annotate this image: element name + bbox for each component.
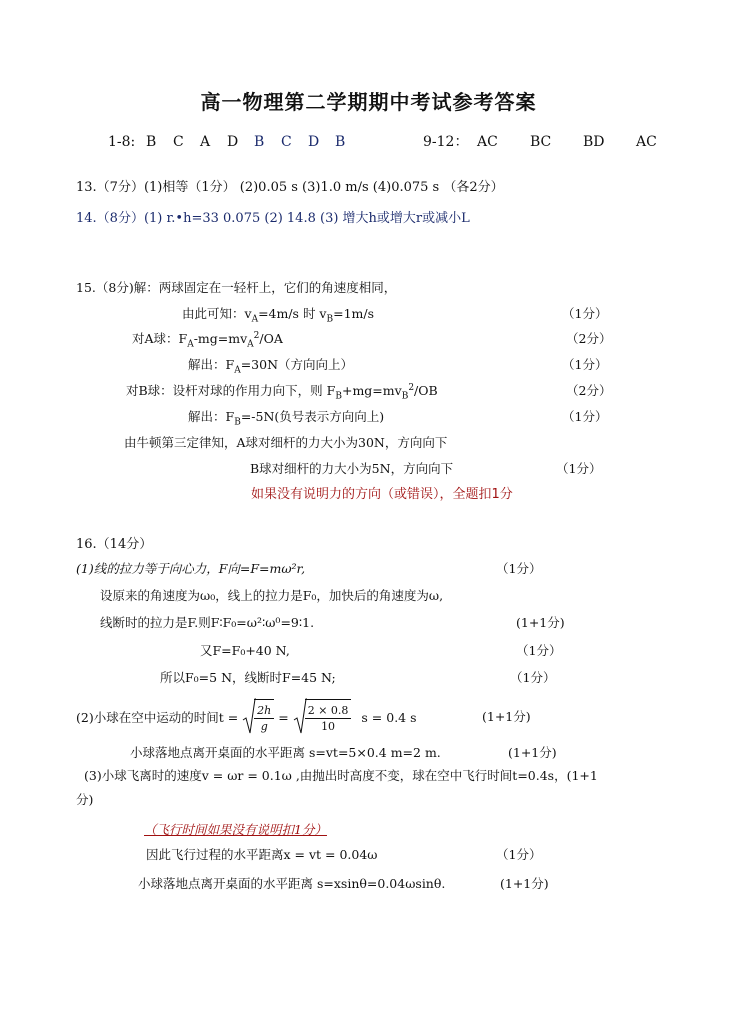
- q16-l8-cont: 分): [76, 792, 94, 807]
- mc-answer: D: [308, 134, 320, 150]
- q15-step-score: （1分）: [562, 409, 608, 424]
- q16-l1-score: （1分）: [496, 561, 542, 576]
- mc-label-1: 1-8:: [108, 134, 136, 150]
- q16-l6-pre: (2)小球在空中运动的时间t =: [76, 709, 239, 725]
- q16-head: 16.（14分）: [76, 537, 153, 552]
- page-title: 高一物理第二学期期中考试参考答案: [200, 90, 537, 114]
- q16-l4-score: （1分）: [516, 643, 562, 658]
- q16-l9-score: （1分）: [496, 847, 542, 862]
- q16-l7-score: (1+1分): [508, 745, 557, 760]
- q16-note: （飞行时间如果没有说明扣1分）: [144, 822, 327, 837]
- q15-step: 由此可知：$v_A=4m/s$ 时 $v_B=1m/s$: [182, 306, 375, 325]
- q15-step-score: （2分）: [566, 331, 612, 346]
- q14-line: 14.（8分）(1) r.•h=33 0.075 (2) 14.8 (3) 增大h或增大r或减小L: [76, 211, 470, 226]
- fraction-numeric: $\frac{2 \times 0.8}{10}$: [305, 703, 352, 734]
- sqrt-symbol-2: [293, 698, 352, 738]
- q15-step-score: （2分）: [566, 383, 612, 398]
- mc-answer: BD: [583, 134, 605, 150]
- q16-l6-post: s = 0.4 s: [361, 709, 417, 725]
- q16-l8: (3)小球飞离时的速度v = ωr = 0.1ω ,由抛出时高度不变，球在空中飞行时间t=0.4s，(1+1: [84, 768, 598, 783]
- mc-answer: A: [200, 134, 211, 150]
- mc-answer: B: [335, 134, 346, 150]
- mc-answer: C: [281, 134, 292, 150]
- q16-l6-score: (1+1分): [482, 709, 531, 724]
- q16-l2: 设原来的角速度为ω₀，线上的拉力是F₀，加快后的角速度为ω,: [100, 588, 444, 603]
- q16-l9: 因此飞行过程的水平距离x = vt = 0.04ω: [146, 847, 378, 862]
- q16-l10: 小球落地点离开桌面的水平距离 s=xsinθ=0.04ωsinθ.: [138, 876, 446, 891]
- q16-l5-score: （1分）: [510, 670, 556, 685]
- q15-step: 对A球：$F_A-mg=mv_A^2/OA$: [132, 330, 283, 350]
- mc-answer: AC: [477, 134, 498, 150]
- q15-head: 15.（8分)解：两球固定在一轻杆上，它们的角速度相同，: [76, 280, 397, 295]
- q16-l1: (1)线的拉力等于向心力，F向=F=mω²r,: [76, 561, 306, 576]
- q15-third-law-b-score: （1分）: [556, 461, 602, 476]
- sqrt-symbol-1: [242, 698, 274, 738]
- q16-l6: (2)小球在空中运动的时间t = $\frac{2h}{g}$ = $\frac{2 \times 0.8}{10}$ s = 0.4 s: [76, 697, 417, 737]
- q16-l5: 所以F₀=5 N，线断时F=45 N;: [160, 670, 336, 685]
- mc-answer: BC: [530, 134, 552, 150]
- q15-step-score: （1分）: [562, 357, 608, 372]
- q15-note: 如果没有说明力的方向（或错误），全题扣1分: [251, 487, 513, 502]
- mc-answer: B: [254, 134, 265, 150]
- q16-l7: 小球落地点离开桌面的水平距离 s=vt=5×0.4 m=2 m.: [130, 745, 441, 760]
- q15-step: 解出：$F_B=-5N$(负号表示方向向上): [188, 409, 385, 428]
- mc-answer: D: [227, 134, 239, 150]
- mc-answer: AC: [636, 134, 657, 150]
- q15-step: 对B球：设杆对球的作用力向下，则 $F_B+mg=mv_B^2/OB$: [126, 382, 438, 402]
- q16-l3: 线断时的拉力是F.则F∶F₀=ω²∶ω⁰=9∶1.: [100, 615, 315, 630]
- q15-step: 解出：$F_A=30N$（方向向上）: [188, 357, 354, 376]
- q16-l4: 又F=F₀+40 N,: [200, 643, 290, 658]
- fraction-2h-over-g: $\frac{2h}{g}$: [254, 703, 274, 734]
- q15-third-law-b: B球对细杆的力大小为5N，方向向下: [250, 461, 454, 476]
- q16-l3-score: (1+1分): [516, 615, 565, 630]
- mc-answer: C: [173, 134, 184, 150]
- q13-line: 13.（7分）(1)相等（1分） (2)0.05 s (3)1.0 m/s (4)0.075 s （各2分）: [76, 180, 504, 195]
- q15-third-law: 由牛顿第三定律知，A球对细杆的力大小为30N，方向向下: [124, 435, 448, 450]
- q15-step-score: （1分）: [562, 306, 608, 321]
- mc-answer: B: [146, 134, 157, 150]
- q16-l10-score: (1+1分): [500, 876, 549, 891]
- mc-label-2: 9-12：: [423, 134, 469, 150]
